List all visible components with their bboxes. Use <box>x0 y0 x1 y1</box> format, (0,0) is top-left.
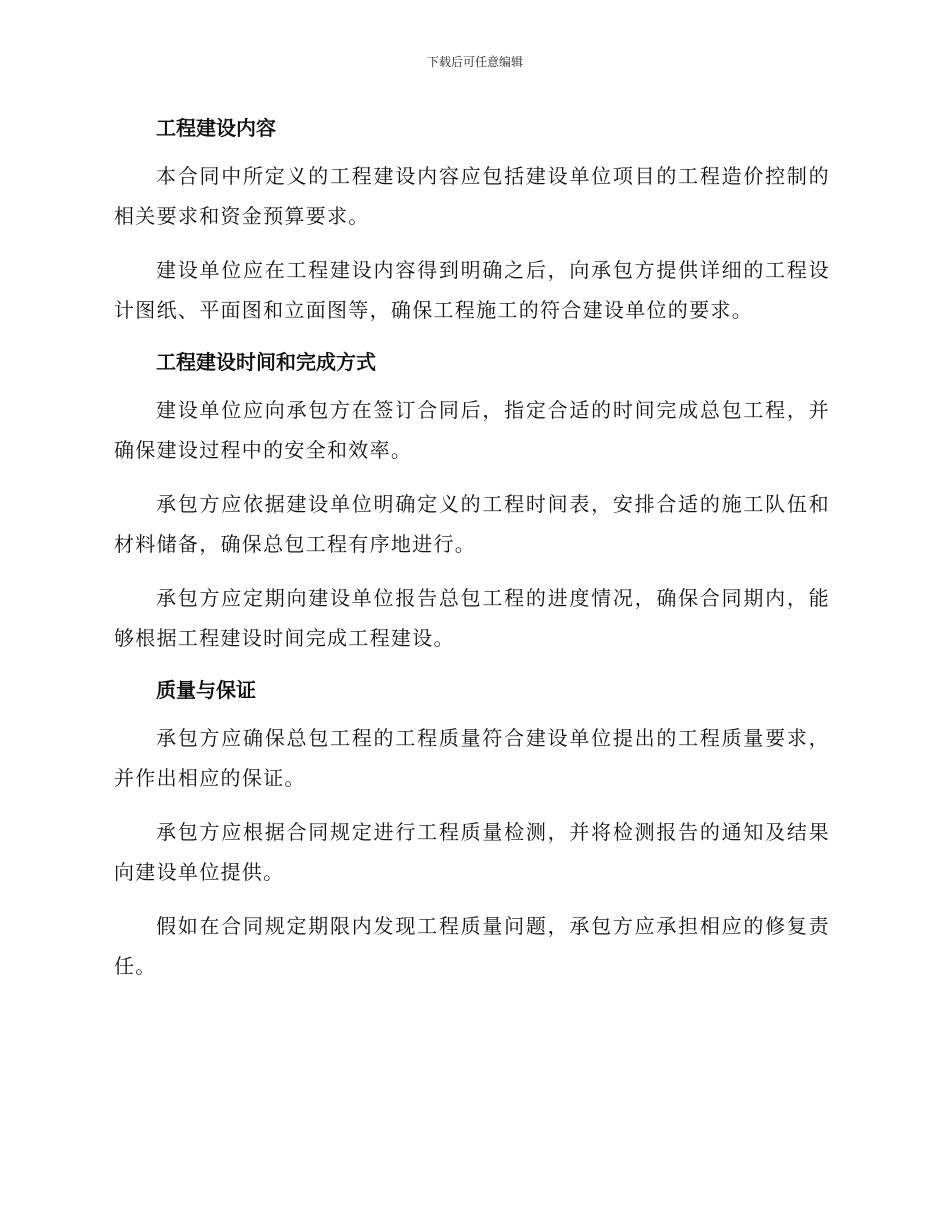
paragraph: 假如在合同规定期限内发现工程质量问题，承包方应承担相应的修复责任。 <box>114 914 830 978</box>
paragraph: 承包方应确保总包工程的工程质量符合建设单位提出的工程质量要求，并作出相应的保证。 <box>114 726 830 790</box>
paragraph: 承包方应根据合同规定进行工程质量检测，并将检测报告的通知及结果向建设单位提供。 <box>114 820 830 884</box>
section-heading-quality-guarantee: 质量与保证 <box>156 678 256 702</box>
section-heading-construction-content: 工程建设内容 <box>156 116 276 140</box>
paragraph: 建设单位应在工程建设内容得到明确之后，向承包方提供详细的工程设计图纸、平面图和立面图等，确保工程施工的符合建设单位的要求。 <box>114 258 830 322</box>
paragraph: 本合同中所定义的工程建设内容应包括建设单位项目的工程造价控制的相关要求和资金预算要求。 <box>114 164 830 228</box>
section-heading-construction-time: 工程建设时间和完成方式 <box>156 350 376 374</box>
paragraph: 承包方应定期向建设单位报告总包工程的进度情况，确保合同期内，能够根据工程建设时间完成工程建设。 <box>114 586 830 650</box>
paragraph: 承包方应依据建设单位明确定义的工程时间表，安排合适的施工队伍和材料储备，确保总包工程有序地进行。 <box>114 492 830 556</box>
paragraph: 建设单位应向承包方在签订合同后，指定合适的时间完成总包工程，并确保建设过程中的安全和效率。 <box>114 398 830 462</box>
document-body <box>114 110 830 986</box>
header-note: 下载后可任意编辑 <box>426 55 523 69</box>
